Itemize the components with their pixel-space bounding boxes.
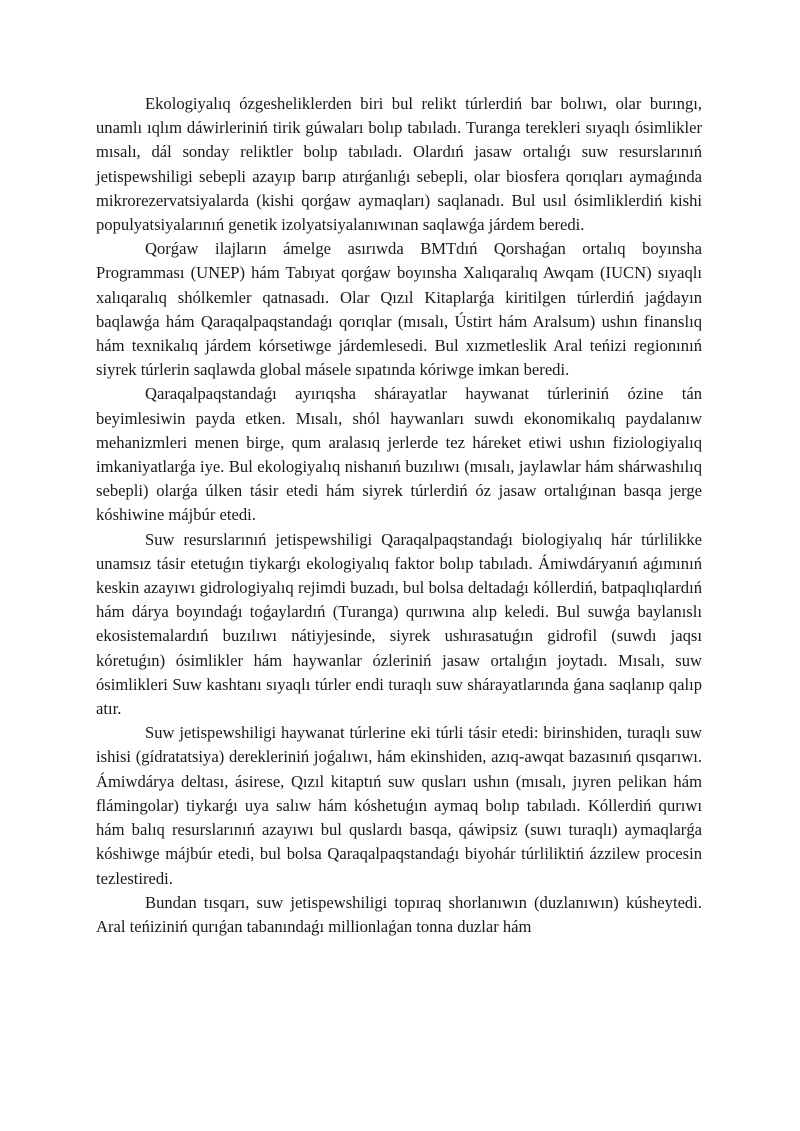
paragraph-water-birds: Suw jetispewshiligi haywanat túrlerine eki túrli tásir etedi: birinshiden, turaqlı suw ishisi (gídratatsiya) derekleriniń joǵalıwı, hám ekinshiden, azıq-awqat bazasınıń qısqarıwı. Ámiwdárya deltası, ásirese, Qızıl kitaptıń suw qusları ushın (mısalı, jıyren pelikan hám flámingolar) tiykarǵı uya salıw hám kóshetuǵın aymaq bolıp tabıladı. Kóllerdiń qurıwı hám balıq resurslarınıń azayıwı bul quslardı basqa, qáwipsiz (suwı turaqlı) aymaqlarǵa kóshiwge májbúr etedi, bul bolsa Qaraqalpaqstandaǵı biyohár túrliliktiń ázzilew procesin tezlestiredi. [96,723,702,888]
paragraph-relict-species: Ekologiyalıq ózgesheliklerden biri bul relikt túrlerdiń bar bolıwı, olar burıngı, unamlı ıqlım dáwirleriniń tirik gúwaları bolıp tabıladı. Turanga terekleri sıyaqlı ósimlikler mısalı, dál sonday reliktler bolıp tabıladı. Olardıń jasaw ortalıǵı suw resurslarınıń jetispewshiligi sebepli azayıp barıp atırǵanlıǵı sebepli, olar biosfera qorıqları aymaǵında mikrorezervatsiyalarda (kishi qorǵaw aymaqları) saqlanadı. Bul usıl ósimliklerdiń kishi populyatsiyalarınıń genetik izolyatsiyalanıwınan saqlawǵa járdem beredi. [96,94,702,235]
document-page [96,92,702,939]
paragraph-soil-salinization: Bundan tısqarı, suw jetispewshiligi topıraq shorlanıwın (duzlanıwın) kúsheytedi. Aral teńiziniń qurıǵan tabanındaǵı millionlaǵan tonna duzlar hám [96,892,702,936]
paragraph-water-shortage: Suw resurslarınıń jetispewshiligi Qaraqalpaqstandaǵı biologiyalıq hár túrlilikke unamsız tásir etetuǵın tiykarǵı ekologiyalıq faktor bolıp tabıladı. Ámiwdáryanıń aǵımınıń keskin azayıwı gidrologiyalıq rejimdi buzadı, bul bolsa deltadaǵı kóllerdiń, batpaqlıqlardıń hám dárya boyındaǵı toǵaylardıń (Turanga) qurıwına alıp keledi. Bul suwǵa baylanıslı ekosistemalardıń buzılıwı nátiyjesinde, siyrek ushırasatuǵın gidrofil (suwdı jaqsı kóretuǵın) ósimlikler hám haywanlar ózleriniń jasaw ortalıǵın joytadı. Mısalı, suw ósimlikleri Suw kashtanı sıyaqlı túrler endi turaqlı suw shárayatlarında ǵana saqlanıp qalıp atır. [96,529,702,719]
paragraph-international-organizations: Qorǵaw ilajların ámelge asırıwda BMTdıń Qorshaǵan ortalıq boyınsha Programması (UNEP) hám Tabıyat qorǵaw boyınsha Xalıqaralıq Awqam (IUCN) sıyaqlı xalıqaralıq shólkemler qatnasadı. Olar Qızıl Kitaplarǵa kiritilgen túrlerdiń jaǵdayın baqlawǵa hám Qaraqalpaqstandaǵı qorıqlar (mısalı, Ústirt hám Aralsum) ushın finanslıq hám texnikalıq járdem kórsetiwge járdemlesedi. Bul xızmetleslik Aral teńizi regionınıń siyrek túrlerin saqlawda global másele sıpatında kóriwge imkan beredi. [96,239,702,380]
paragraph-animal-adaptation: Qaraqalpaqstandaǵı ayırıqsha shárayatlar haywanat túrleriniń ózine tán beyimlesiwin payda etken. Mısalı, shól haywanları suwdı ekonomikalıq paydalanıw mehanizmleri menen birge, qum aralasıq jerlerde tez háreket etiwi ushın fiziologiyalıq imkaniyatlarǵa iye. Bul ekologiyalıq nishanıń buzılıwı (mısalı, jaylawlar hám shárwashılıq sebepli) olarǵa úlken tásir etedi hám siyrek túrlerdiń óz jasaw ortalıǵınan basqa jerge kóshiwine májbúr etedi. [96,384,702,525]
